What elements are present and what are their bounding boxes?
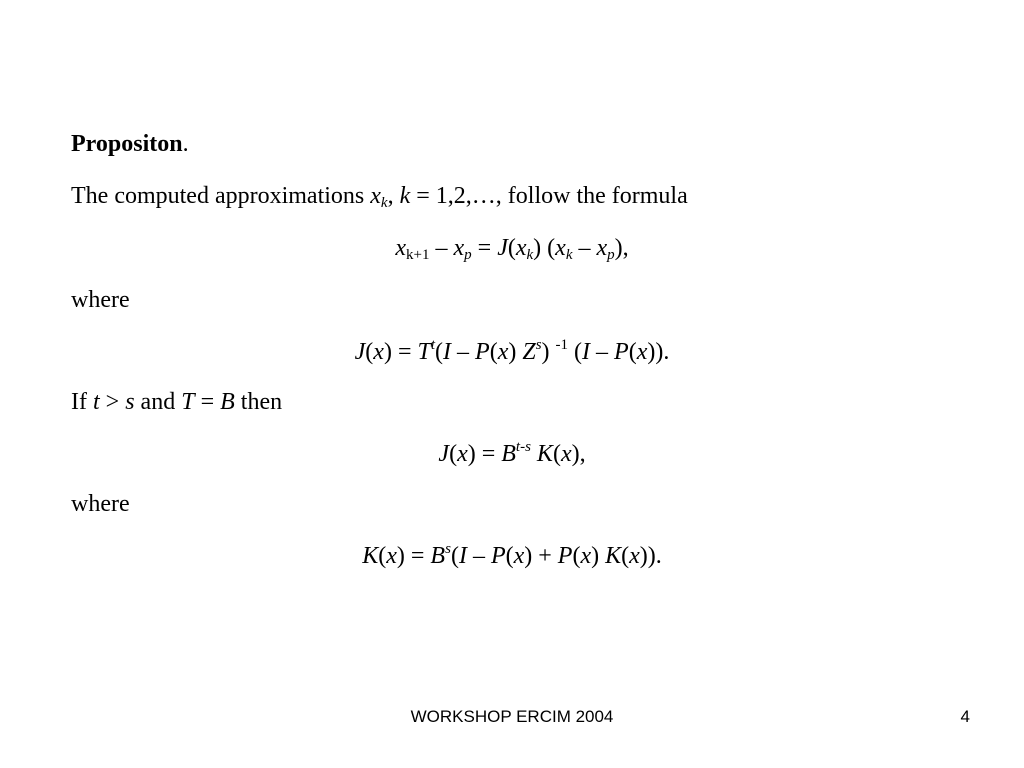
var-I: I: [582, 339, 591, 365]
superscript: s: [535, 337, 542, 353]
subscript: k: [526, 247, 534, 263]
paren: (: [365, 339, 374, 365]
and-text: and: [134, 389, 182, 415]
operator: ) =: [383, 339, 418, 365]
var-t: t: [92, 389, 100, 415]
paren: (: [507, 235, 516, 261]
var-x: x: [386, 543, 397, 569]
var-x: x: [457, 441, 468, 467]
operator: –: [451, 339, 476, 365]
paren: )).: [647, 339, 670, 365]
paren: (: [552, 441, 561, 467]
var-x: x: [453, 235, 465, 261]
var-B: B: [220, 389, 235, 415]
operator: –: [572, 235, 597, 261]
footer-title: WORKSHOP ERCIM 2004: [410, 707, 614, 726]
paren: (: [572, 543, 581, 569]
var-x: x: [395, 235, 407, 261]
subscript: p: [464, 247, 472, 263]
paren: (: [449, 441, 458, 467]
var-P: P: [557, 543, 573, 569]
subscript: p: [607, 247, 615, 263]
page-number: 4: [960, 707, 970, 726]
where-label-2: where: [71, 491, 130, 517]
paren: (: [568, 339, 583, 365]
var-x: x: [373, 339, 384, 365]
var-T: T: [181, 389, 195, 415]
var-P: P: [475, 339, 490, 365]
intro-sentence: [71, 182, 688, 210]
proposition-heading: [71, 130, 189, 158]
operator: ) =: [467, 441, 502, 467]
operator: =: [194, 389, 221, 415]
paren: (: [489, 339, 498, 365]
superscript: s: [445, 541, 451, 557]
proposition-period: .: [182, 131, 189, 157]
var-x: x: [636, 339, 648, 365]
operator: –: [429, 235, 454, 261]
var-T: T: [417, 339, 431, 365]
operator: >: [99, 389, 126, 415]
var-x: x: [560, 441, 572, 467]
var-P: P: [614, 339, 629, 365]
var-K: K: [605, 543, 622, 569]
var-B: B: [430, 543, 446, 569]
operator: –: [466, 543, 491, 569]
intro-text: The computed approximations: [71, 183, 371, 209]
var-s: s: [125, 389, 135, 415]
paren: (: [378, 543, 387, 569]
var-x: x: [629, 543, 640, 569]
paren: ): [541, 339, 556, 365]
operator: =: [471, 235, 498, 261]
var-I: I: [443, 339, 452, 365]
paren: (: [450, 543, 459, 569]
paren: (: [435, 339, 444, 365]
formula-recurrence: [0, 234, 1024, 262]
paren: )).: [639, 543, 662, 569]
paren: ) (: [533, 235, 556, 261]
var-K: K: [362, 543, 379, 569]
var-K: K: [536, 441, 553, 467]
comma: ,: [387, 183, 400, 209]
subscript: k: [565, 247, 573, 263]
superscript: t: [430, 337, 436, 353]
then-text: then: [234, 389, 283, 415]
var-x: x: [580, 543, 592, 569]
superscript-inverse: -1: [555, 337, 569, 353]
var-B: B: [501, 441, 516, 467]
paren: ): [591, 543, 606, 569]
var-J: J: [438, 441, 450, 467]
var-x: x: [555, 235, 566, 261]
operator: ) +: [524, 543, 558, 569]
var-J: J: [354, 339, 366, 365]
operator: ) =: [396, 543, 431, 569]
where-label-1: where: [71, 287, 130, 313]
paren: ),: [614, 235, 629, 261]
paren: ),: [571, 441, 586, 467]
operator: –: [590, 339, 615, 365]
paren: (: [505, 543, 514, 569]
var-P: P: [490, 543, 506, 569]
var-x: x: [370, 183, 381, 209]
subscript: k+1: [406, 247, 430, 263]
if-text: If: [71, 389, 93, 415]
var-x: x: [497, 339, 509, 365]
var-J: J: [497, 235, 508, 261]
paren: (: [628, 339, 637, 365]
var-x: x: [515, 235, 527, 261]
formula-J-reduced: [0, 440, 1024, 468]
intro-rest: = 1,2,…, follow the formula: [410, 183, 688, 209]
superscript: t-s: [515, 439, 531, 455]
var-k: k: [399, 183, 411, 209]
formula-J-definition: [0, 338, 1024, 366]
paren: (: [621, 543, 630, 569]
paren: ): [508, 339, 523, 365]
subscript-k: k: [380, 195, 388, 211]
proposition-title: Propositon: [71, 131, 183, 157]
var-x: x: [596, 235, 608, 261]
var-Z: Z: [522, 339, 536, 365]
condition-sentence: [71, 388, 282, 416]
formula-K-definition: [0, 542, 1024, 570]
var-I: I: [458, 543, 467, 569]
var-x: x: [513, 543, 525, 569]
